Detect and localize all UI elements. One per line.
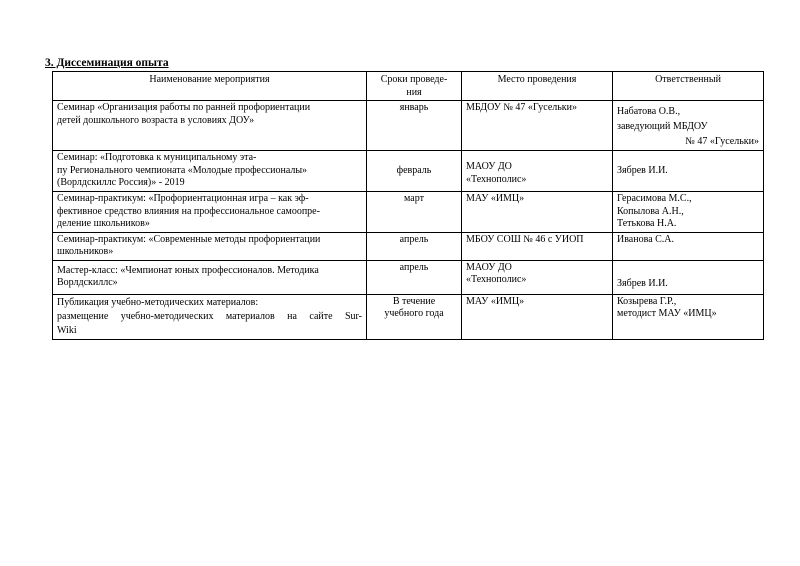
event-line: Wiki [57, 324, 77, 336]
table-header-row [53, 72, 764, 101]
place-line: МАУ «ИМЦ» [466, 295, 525, 307]
event-line: Семинар-практикум: «Профориентационная игра – как эф- [57, 193, 309, 204]
events-table [52, 71, 764, 340]
date-cell: январь [367, 101, 462, 151]
event-line: Семинар «Организация работы по ранней профориентации [57, 102, 311, 113]
place-line: «Технополис» [466, 173, 527, 185]
table-row [53, 151, 764, 192]
header-dates-line1: Сроки проведе- [380, 74, 448, 85]
responsible-line: методист МАУ «ИМЦ» [617, 308, 717, 319]
responsible-line: Козырева Г.Р., [617, 295, 677, 307]
responsible-line: Тетькова Н.А. [617, 218, 677, 229]
section-title: 3. Диссеминация опыта [45, 57, 169, 69]
responsible-cell [613, 101, 764, 151]
place-line: МАУ «ИМЦ» [466, 193, 525, 204]
responsible-line: Копылова А.Н., [617, 205, 684, 217]
responsible-line: заведующий МБДОУ [617, 121, 708, 132]
date-cell [367, 294, 462, 339]
place-cell [462, 232, 613, 260]
event-line: школьников» [57, 246, 114, 257]
event-line: Ворлдскиллс» [57, 277, 118, 288]
event-line: Семинар: «Подготовка к муниципальному эта- [57, 152, 257, 163]
date-cell: апрель [367, 260, 462, 294]
responsible-line: Набатова О.В., [617, 106, 681, 117]
place-line: МАОУ ДО [466, 261, 512, 273]
event-line: Публикация учебно-методических материалов: [57, 296, 259, 308]
header-place: Место проведения [462, 72, 613, 101]
responsible-cell [613, 294, 764, 339]
date-cell: март [367, 192, 462, 233]
place-line: МАОУ ДО [466, 161, 512, 172]
event-line: Семинар-практикум: «Современные методы профориентации [57, 233, 321, 245]
event-line: детей дошкольного возраста в условиях ДОУ» [57, 114, 255, 126]
responsible-cell: Иванова С.А. [613, 232, 764, 260]
place-cell [462, 151, 613, 192]
event-cell [53, 151, 367, 192]
responsible-line: № 47 «Гусельки» [685, 136, 759, 147]
table-row [53, 192, 764, 233]
responsible-cell [613, 260, 764, 294]
place-cell [462, 101, 613, 151]
header-event: Наименование мероприятия [53, 72, 367, 101]
event-line: фективное средство влияния на профессиональное самоопре- [57, 205, 320, 217]
event-cell [53, 232, 367, 260]
event-cell [53, 260, 367, 294]
responsible-cell [613, 192, 764, 233]
date-cell: апрель [367, 232, 462, 260]
event-cell [53, 101, 367, 151]
place-line: «Технополис» [466, 274, 527, 285]
event-line: размещение учебно-методических материалов на сайте Sur- [57, 310, 362, 322]
date-line: учебного года [384, 308, 444, 319]
header-dates [367, 72, 462, 101]
event-cell [53, 192, 367, 233]
table-row [53, 101, 764, 151]
event-line: (Ворлдскиллс Россия)» - 2019 [57, 177, 185, 188]
place-line: МБДОУ № 47 «Гусельки» [466, 102, 578, 113]
table-row [53, 232, 764, 260]
header-dates-line2: ния [406, 86, 422, 98]
table-row [53, 260, 764, 294]
responsible-cell: Зябрев И.И. [613, 151, 764, 192]
event-line: пу Регионального чемпионата «Молодые профессионалы» [57, 164, 308, 176]
date-line: В течение [392, 295, 436, 307]
event-cell [53, 294, 367, 339]
responsible-line: Зябрев И.И. [617, 278, 668, 289]
event-line: деление школьников» [57, 218, 150, 229]
place-cell [462, 260, 613, 294]
header-responsible: Ответственный [613, 72, 764, 101]
place-cell [462, 294, 613, 339]
place-line: МБОУ СОШ № 46 с УИОП [466, 233, 584, 245]
date-cell: февраль [367, 151, 462, 192]
event-line: Мастер-класс: «Чемпионат юных профессионалов. Методика [57, 264, 319, 276]
responsible-line: Герасимова М.С., [617, 193, 692, 204]
table-row [53, 294, 764, 339]
place-cell [462, 192, 613, 233]
